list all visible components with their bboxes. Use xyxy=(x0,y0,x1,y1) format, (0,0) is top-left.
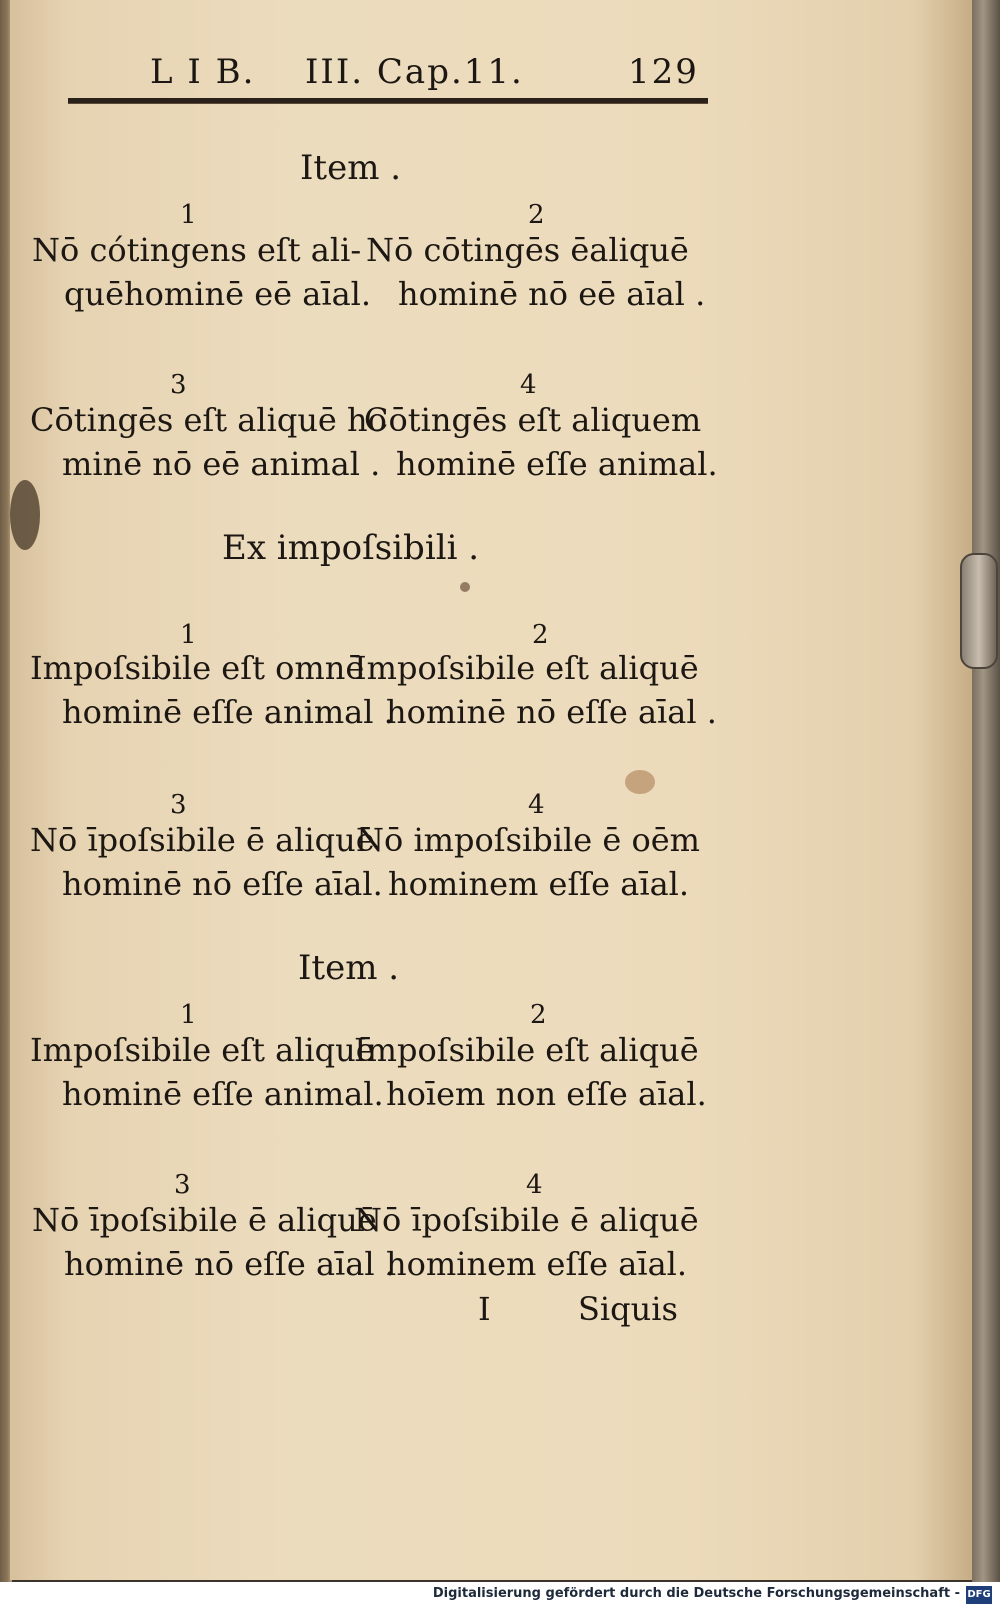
catchword: Siquis xyxy=(578,1290,678,1328)
section-title: Ex impoſsibili . xyxy=(222,528,480,568)
proposition-line: Impoſsibile eſt aliquē xyxy=(354,1031,699,1069)
proposition-line: hominē eſſe animal. xyxy=(62,1075,384,1113)
proposition-line: hominē nō eſſe aīal . xyxy=(64,1245,395,1283)
proposition xyxy=(32,228,371,316)
proposition-number: 4 xyxy=(520,370,537,400)
proposition xyxy=(30,398,387,486)
proposition xyxy=(354,1028,707,1116)
proposition-line: Cōtingēs eſt aliquem xyxy=(364,401,702,439)
dfg-logo: DFG xyxy=(966,1586,992,1604)
book-board-edge xyxy=(972,0,1000,1582)
proposition-line: hominē nō eē aīal . xyxy=(398,275,706,313)
running-head-book: L I B. xyxy=(150,52,256,92)
proposition-number: 2 xyxy=(532,620,549,650)
foxing-spot xyxy=(460,582,470,592)
funding-credit: Digitalisierung gefördert durch die Deutsche Forschungsgemeinschaft - xyxy=(432,1586,960,1601)
running-head-chapter: III. Cap.11. xyxy=(305,52,524,92)
proposition xyxy=(356,818,700,906)
proposition xyxy=(364,398,718,486)
proposition-line: Impoſsibile eſt aliquē xyxy=(354,649,699,687)
proposition-line: hoīem non eſſe aīal. xyxy=(386,1075,707,1113)
proposition-line: quēhominē eē aīal. xyxy=(64,275,372,313)
proposition-line: Nō cōtingēs ēaliquē xyxy=(366,231,689,269)
proposition-line: hominē eſſe animal . xyxy=(62,693,394,731)
proposition-line: hominē eſſe animal. xyxy=(396,445,718,483)
proposition xyxy=(30,1028,384,1116)
proposition xyxy=(32,1198,395,1286)
proposition xyxy=(366,228,705,316)
signature-mark: I xyxy=(478,1290,491,1328)
footer-bar xyxy=(0,1582,1000,1610)
proposition-line: Cōtingēs eſt aliquē ho xyxy=(30,401,387,439)
foxing-spot xyxy=(625,770,655,794)
proposition-number: 3 xyxy=(170,790,187,820)
proposition-number: 1 xyxy=(180,200,197,230)
proposition-number: 1 xyxy=(180,620,197,650)
proposition-line: Impoſsibile eſt omnē xyxy=(30,649,365,687)
proposition xyxy=(354,1198,699,1286)
ink-stain xyxy=(10,480,40,550)
clasp xyxy=(960,553,998,669)
proposition-number: 4 xyxy=(526,1170,543,1200)
head-rule xyxy=(68,98,708,104)
proposition-line: hominē nō eſſe aīal . xyxy=(386,693,717,731)
proposition-line: Nō cótingens eſt ali- xyxy=(32,231,362,269)
proposition-line: hominē nō eſſe aīal. xyxy=(62,865,383,903)
proposition xyxy=(354,646,717,734)
book-page xyxy=(10,0,974,1580)
proposition-number: 2 xyxy=(528,200,545,230)
proposition-number: 1 xyxy=(180,1000,197,1030)
proposition xyxy=(30,646,394,734)
section-title: Item . xyxy=(298,948,400,988)
proposition-number: 2 xyxy=(530,1000,547,1030)
section-title: Item . xyxy=(300,148,402,188)
proposition-line: Nō īpoſsibile ē aliquē xyxy=(30,821,375,859)
running-head xyxy=(150,52,710,96)
proposition-line: Nō īpoſsibile ē aliquē xyxy=(354,1201,699,1239)
proposition-line: minē nō eē animal . xyxy=(62,445,381,483)
proposition-line: Nō īpoſsibile ē aliquē xyxy=(32,1201,377,1239)
proposition-line: hominem eſſe aīal. xyxy=(388,865,690,903)
proposition-number: 4 xyxy=(528,790,545,820)
proposition-line: Nō impoſsibile ē oēm xyxy=(356,821,700,859)
proposition xyxy=(30,818,383,906)
proposition-line: hominem eſſe aīal. xyxy=(386,1245,688,1283)
proposition-line: Impoſsibile eſt aliquē xyxy=(30,1031,375,1069)
proposition-number: 3 xyxy=(170,370,187,400)
page-number: 129 xyxy=(628,52,699,92)
proposition-number: 3 xyxy=(174,1170,191,1200)
